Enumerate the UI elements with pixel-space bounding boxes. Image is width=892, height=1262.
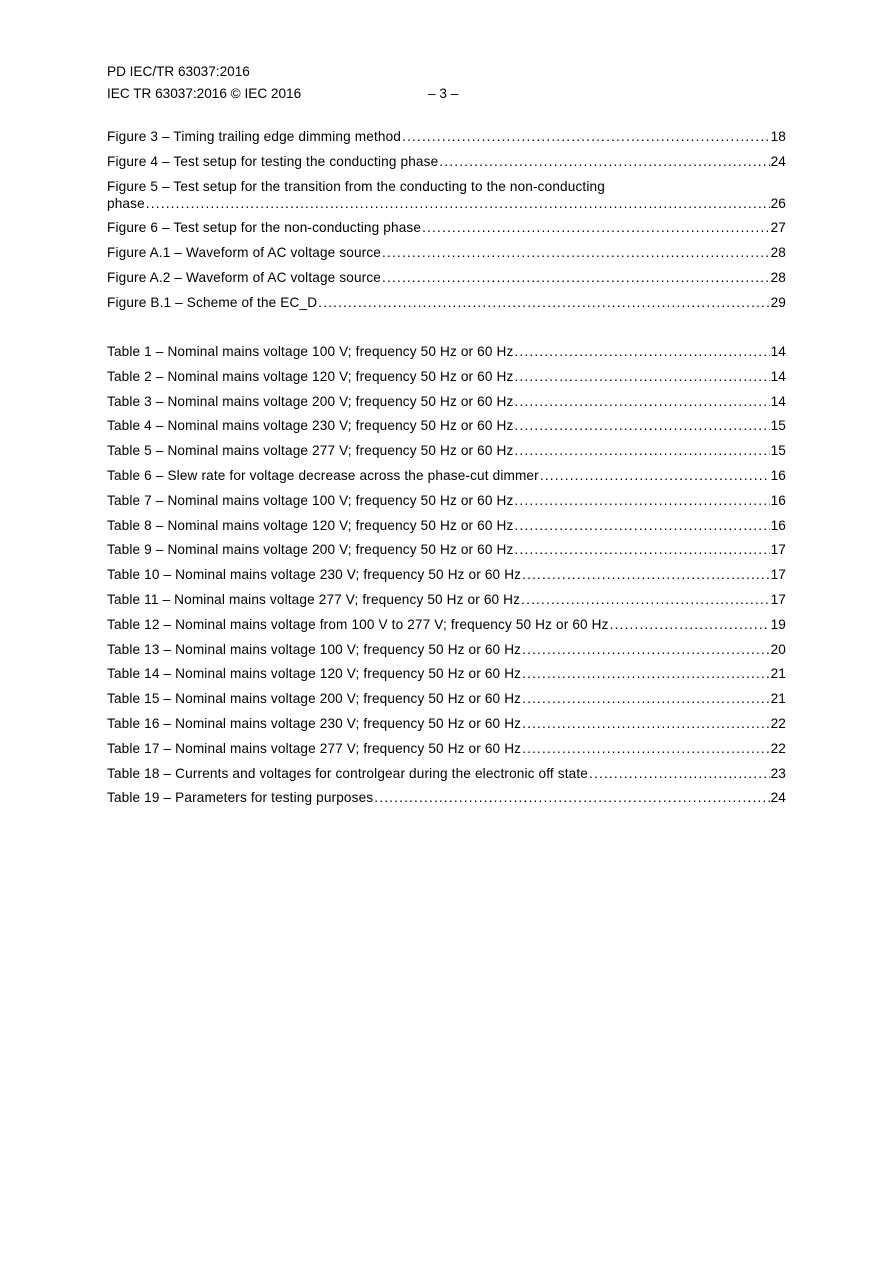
toc-table-entry[interactable]: [107, 665, 786, 690]
toc-table-entry-title: Table 1 – Nominal mains voltage 100 V; frequency 50 Hz or 60 Hz: [107, 344, 514, 359]
dot-leader: [514, 393, 769, 410]
toc-table-entry[interactable]: [107, 566, 786, 591]
toc-table-entry-page-number: 21: [770, 666, 786, 682]
toc-table-entry-row: [107, 591, 786, 608]
toc-figure-entry-title-line1: Figure 5 – Test setup for the transition from the conducting to the non-conducting: [107, 178, 605, 194]
toc-table-entry[interactable]: [107, 740, 786, 765]
toc-table-entry[interactable]: [107, 765, 786, 790]
dot-leader: [522, 690, 769, 707]
toc-table-entry[interactable]: [107, 591, 786, 616]
toc-table-entry-title: Table 15 – Nominal mains voltage 200 V; frequency 50 Hz or 60 Hz: [107, 691, 522, 707]
toc-table-entry-page-number: 16: [770, 467, 786, 483]
toc-table-entry-title: Table 13 – Nominal mains voltage 100 V; frequency 50 Hz or 60 Hz: [107, 641, 522, 657]
toc-table-entry-title: Table 9 – Nominal mains voltage 200 V; frequency 50 Hz or 60 Hz: [107, 542, 514, 558]
dot-leader: [382, 269, 770, 286]
dot-leader: [514, 417, 769, 434]
toc-figure-entry-page-number: 28: [770, 269, 786, 285]
toc-figure-entry-row: [107, 219, 786, 236]
toc-table-entry[interactable]: [107, 442, 786, 467]
dot-leader: [610, 616, 770, 633]
toc-table-entry-row: [107, 641, 786, 658]
toc-table-entry[interactable]: [107, 616, 786, 641]
dot-leader: [374, 789, 769, 806]
toc-table-entry-row: [107, 368, 786, 385]
toc-table-entry[interactable]: [107, 467, 786, 492]
dot-leader: [514, 368, 769, 385]
toc-table-entry-page-number: 24: [770, 790, 786, 806]
dot-leader: [522, 566, 769, 583]
toc-table-entry-title: Table 19 – Parameters for testing purposes: [107, 790, 374, 806]
toc-table-entry-page-number: 19: [770, 616, 786, 632]
toc-table-entry-page-number: 17: [770, 567, 786, 583]
toc-figure-entry[interactable]: [107, 219, 786, 244]
toc-table-entry-row: [107, 665, 786, 682]
toc-table-entry-title: Table 8 – Nominal mains voltage 120 V; frequency 50 Hz or 60 Hz: [107, 517, 514, 533]
toc-figure-entry-title: phase: [107, 195, 145, 211]
toc-figure-entry-row: [107, 153, 786, 170]
toc-figure-entry-page-number: 29: [770, 294, 786, 310]
toc-table-entry-row: [107, 393, 786, 410]
toc-table-entry-page-number: 22: [770, 715, 786, 731]
dot-leader: [514, 343, 769, 360]
toc-table-entry-row: [107, 343, 786, 360]
toc-figure-entry[interactable]: [107, 178, 786, 220]
toc-figure-entry[interactable]: [107, 244, 786, 269]
toc-figure-entry-title: Figure A.1 – Waveform of AC voltage source: [107, 245, 382, 261]
toc-figure-entry[interactable]: [107, 128, 786, 153]
toc-table-entry-row: [107, 517, 786, 534]
toc-figure-entry[interactable]: [107, 153, 786, 178]
dot-leader: [514, 442, 769, 459]
toc-table-entry-page-number: 15: [770, 418, 786, 434]
toc-figure-entry[interactable]: [107, 269, 786, 294]
toc-table-entry-row: [107, 541, 786, 558]
toc-table-entry-title: Table 2 – Nominal mains voltage 120 V; frequency 50 Hz or 60 Hz: [107, 368, 514, 384]
toc-figure-entry-title: Figure 4 – Test setup for testing the conducting phase: [107, 153, 439, 169]
toc-table-entry-title: Table 14 – Nominal mains voltage 120 V; frequency 50 Hz or 60 Hz: [107, 666, 522, 682]
toc-table-entry-row: [107, 765, 786, 782]
toc-figure-entry-page-number: 28: [770, 245, 786, 261]
toc-figure-entry-row: [107, 128, 786, 145]
toc-table-entry-page-number: 14: [770, 344, 786, 359]
toc-table-entry[interactable]: [107, 641, 786, 666]
toc-table-entry-row: [107, 467, 786, 484]
page-number: – 3 –: [428, 86, 459, 101]
toc-table-entry-row: [107, 492, 786, 509]
toc-table-entry[interactable]: [107, 517, 786, 542]
toc-figure-entry-page-number: 27: [770, 220, 786, 236]
dot-leader: [522, 665, 769, 682]
toc-table-entry-page-number: 16: [770, 492, 786, 508]
toc-table-entry[interactable]: [107, 715, 786, 740]
toc-table-entry-title: Table 18 – Currents and voltages for controlgear during the electronic off state: [107, 765, 589, 781]
toc-table-entry-title: Table 17 – Nominal mains voltage 277 V; frequency 50 Hz or 60 Hz: [107, 740, 522, 756]
dot-leader: [318, 294, 769, 311]
toc-table-entry-row: [107, 740, 786, 757]
dot-leader: [514, 517, 769, 534]
toc-table-entry-page-number: 23: [770, 765, 786, 781]
toc-figure-entry-title: Figure 3 – Timing trailing edge dimming method: [107, 129, 402, 144]
toc-figure-entry-title: Figure 6 – Test setup for the non-conducting phase: [107, 220, 422, 236]
toc-table-entry-row: [107, 616, 786, 633]
toc-table-entry-title: Table 11 – Nominal mains voltage 277 V; frequency 50 Hz or 60 Hz: [107, 591, 521, 607]
toc-table-entry-title: Table 16 – Nominal mains voltage 230 V; frequency 50 Hz or 60 Hz: [107, 715, 522, 731]
toc-table-entry-page-number: 17: [770, 542, 786, 558]
toc-figure-entry-row: [107, 269, 786, 286]
dot-leader: [540, 467, 770, 484]
toc-figure-entry-page-number: 26: [770, 195, 786, 211]
toc-table-entry-page-number: 20: [770, 641, 786, 657]
dot-leader: [522, 715, 769, 732]
toc-table-entry-page-number: 15: [770, 443, 786, 459]
toc-figure-entry-title: Figure B.1 – Scheme of the EC_D: [107, 294, 318, 310]
toc-table-entry-page-number: 14: [770, 393, 786, 409]
toc-table-entry-page-number: 16: [770, 517, 786, 533]
list-of-figures: [107, 128, 786, 319]
toc-figure-entry-page-number: 18: [770, 129, 786, 144]
toc-table-entry-row: [107, 566, 786, 583]
toc-figure-entry-title: Figure A.2 – Waveform of AC voltage source: [107, 269, 382, 285]
toc-table-entry-title: Table 6 – Slew rate for voltage decrease across the phase-cut dimmer: [107, 467, 539, 483]
dot-leader: [522, 641, 769, 658]
toc-table-entry[interactable]: [107, 690, 786, 715]
toc-table-entry-row: [107, 442, 786, 459]
document-id-copyright: IEC TR 63037:2016 © IEC 2016: [107, 86, 302, 101]
toc-table-entry-title: Table 4 – Nominal mains voltage 230 V; frequency 50 Hz or 60 Hz: [107, 418, 514, 434]
toc-table-entry-title: Table 5 – Nominal mains voltage 277 V; frequency 50 Hz or 60 Hz: [107, 443, 514, 459]
toc-figure-entry-page-number: 24: [770, 153, 786, 169]
toc-table-entry-title: Table 3 – Nominal mains voltage 200 V; frequency 50 Hz or 60 Hz: [107, 393, 514, 409]
toc-table-entry-row: [107, 789, 786, 806]
toc-table-entry-title: Table 7 – Nominal mains voltage 100 V; frequency 50 Hz or 60 Hz: [107, 492, 514, 508]
toc-table-entry-title: Table 12 – Nominal mains voltage from 100 V to 277 V; frequency 50 Hz or 60 Hz: [107, 616, 609, 632]
dot-leader: [402, 128, 770, 145]
toc-table-entry-page-number: 21: [770, 691, 786, 707]
dot-leader: [382, 244, 770, 261]
toc-table-entry[interactable]: [107, 492, 786, 517]
dot-leader: [439, 153, 769, 170]
toc-table-entry[interactable]: [107, 541, 786, 566]
dot-leader: [514, 492, 769, 509]
toc-table-entry-page-number: 14: [770, 368, 786, 384]
toc-table-entry-page-number: 22: [770, 740, 786, 756]
toc-table-entry-title: Table 10 – Nominal mains voltage 230 V; frequency 50 Hz or 60 Hz: [107, 567, 522, 583]
toc-figure-entry-row: [107, 294, 786, 311]
toc-table-entry-row: [107, 690, 786, 707]
toc-figure-entry[interactable]: [107, 294, 786, 319]
toc-table-entry[interactable]: [107, 789, 786, 814]
dot-leader: [589, 765, 770, 782]
toc-table-entry[interactable]: [107, 417, 786, 442]
list-of-tables: [107, 343, 786, 814]
toc-table-entry[interactable]: [107, 368, 786, 393]
toc-table-entry-page-number: 17: [770, 591, 786, 607]
toc-figure-entry-row: [107, 244, 786, 261]
dot-leader: [522, 740, 769, 757]
dot-leader: [521, 591, 769, 608]
toc-figure-entry-row: [107, 195, 786, 212]
toc-table-entry[interactable]: [107, 393, 786, 418]
document-id: PD IEC/TR 63037:2016: [107, 64, 250, 79]
toc-table-entry-row: [107, 417, 786, 434]
dot-leader: [422, 219, 770, 236]
dot-leader: [146, 195, 770, 212]
toc-table-entry-row: [107, 715, 786, 732]
dot-leader: [514, 541, 769, 558]
toc-table-entry[interactable]: [107, 343, 786, 368]
